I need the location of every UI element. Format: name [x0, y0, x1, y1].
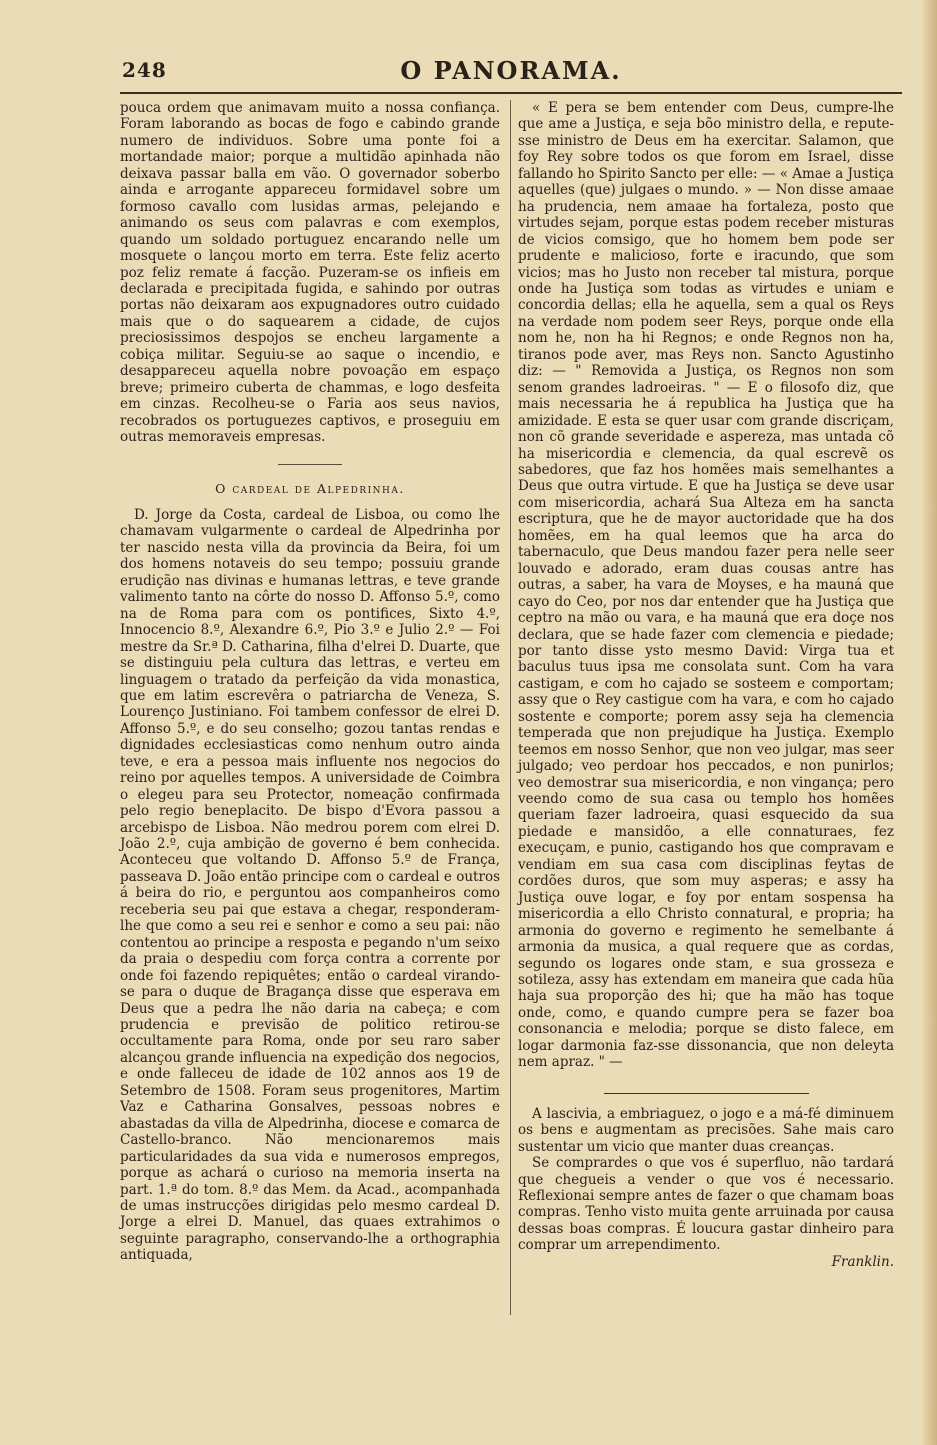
page-header	[120, 52, 902, 88]
page-edge	[923, 0, 937, 1445]
left-column	[120, 100, 500, 1264]
maxim-paragraph-1: A lascivia, a embriaguez, o jogo e a má-fé diminuem os bens e augmentam as precisões. Sahe mais caro sustentar um vicio que manter duas creanças.	[518, 1105, 894, 1155]
short-separator	[278, 464, 342, 465]
maxim-paragraph-2: Se comprardes o que vos é superfluo, não tardará que chegueis a vender o que vos é necessario. Reflexionai sempre antes de fazer o que chamam boas compras. Tenho visto muita gente arruinada por causa dessas boas compras. É loucura gastar dinheiro para comprar um arrependimento.	[518, 1155, 894, 1254]
page-number: 248	[122, 58, 167, 82]
article-continuation-paragraph: pouca ordem que animavam muito a nossa confiança. Foram laborando as bocas de fogo e cabindo grande numero de individuos. Sobre uma ponte foi a mortandade maior; porque a multidão apinhada não deixava passar balla em vão. O governador soberbo ainda e arrogante appareceu formidavel sobre um formoso cavallo com lusidas armas, pelejando e animando os seus com palavras e com exemplos, quando um soldado portuguez encarando nelle um mosquete o lançou morto em terra. Este feliz acerto poz feliz remate á facção. Puzeram-se os infieis em declarada e precipitada fugida, e sahindo por outras portas não deixaram aos expugnadores outro cuidado mais que o do saquearem a cidade, de cujos preciosissimos despojos se encheu largamente a cobiça militar. Seguiu-se ao saque o incendio, e desappareceu aquella nobre povoação em espaço breve; primeiro cuberta de chammas, e logo desfeita em cinzas. Recolheu-se o Faria aos seus navios, recobrados os portuguezes captivos, e proseguiu em outras memoraveis empresas.	[120, 100, 500, 446]
section-separator	[604, 1093, 809, 1094]
column-divider	[510, 100, 511, 1315]
header-rule	[120, 92, 902, 94]
section-title: O cardeal de Alpedrinha.	[215, 480, 405, 496]
quote-paragraph: « E pera se bem entender com Deus, cumpre-lhe que ame a Justiça, e seja bõo ministro della, e repute-sse ministro de Deus em ha exercitar. Salamon, que foy Rey sobre todos os que forom em Israel, disse fallando ho Spirito Sancto per elle: — « Amae a Justiça aquelles (que) julgaes o mundo. » — Non disse amaae ha prudencia, nem amaae ha fortaleza, posto que virtudes sejam, porque estas podem receber misturas de vicios comsigo, que ho homem bem pode ser prudente e malicioso, forte e iracundo, que som vicios; mas ho Justo non receber tal mistura, porque onde ha Justiça som todas as virtudes e uniam e concordia dellas; ella he aquella, sem a qual os Reys na verdade nom podem seer Reys, porque onde ella nom he, non ha hi Regnos; e onde Regnos non ha, tiranos pode aver, mas Reys non. Sancto Agustinho diz: — " Removida a Justiça, os Regnos non som senom grandes ladroeiras. " — E o filosofo diz, que mais necessaria he á republica ha Justiça que ha amizidade. E esta se quer usar com grande discriçam, non cõ grande severidade e aspereza, mas untada cõ ha misericordia e clemencia, da qual escrevẽ os sabedores, que faz hos homẽes mais semelhantes a Deus que outra virtude. E que ha Justiça se deve usar com misericordia, achará Sua Alteza em ha sancta escriptura, que he de mayor auctoridade que ha dos homẽes, em ha qual leemos que ha arca do tabernaculo, que Deus mandou fazer pera nelle seer louvado e adorado, eram duas cousas antre has outras, a saber, ha vara de Moyses, e ha mauná que cayo do Ceo, por nos dar entender que ha Justiça que ceptro na mão ou vara, e ha mauná que era doçe nos declara, que se hade fazer com clemencia e piedade; por tanto disse ysto mesmo David: Virga tua et baculus tuus ipsa me consolata sunt. Com ha vara castigam, e com ho cajado se sosteem e comportam; assy que o Rey castigue com ha vara, e com ho cajado sostente e comporte; porem assy seja ha clemencia temperada que non prejudique ha Justiça. Exemplo teemos em nosso Senhor, que non veo julgar, mas seer julgado; veo perdoar hos peccados, e non punirlos; veo demostrar sua misericordia, e non vingança; pero veendo como de sua casa ou templo hos homẽes queriam fazer ladroeira, quasi esquecido da sua piedade e mansidõo, a elle connaturaes, fez execuçam, e punio, castigando hos que compravam e vendiam em sua casa com disciplinas feytas de cordões duros, que som muy asperas; e assy ha Justiça ouve logar, e foy por entam sospensa ha misericordia a ello Christo connatural, e propria; ha armonia do governo e regimento he semelbante á armonia da musica, a qual requere que as cordas, segundo os logares onde stam, e sua grosseza e sotileza, assy has extendam em maneira que cada hũa haja sua proporção des hi; que ha mão has toque onde, como, e quando cumpre pera se fazer boa consonancia e melodia; porque se disto falece, em logar darmonia faz-sse dissonancia, que non deleyta nem apraz. " —	[518, 100, 894, 1071]
running-title: O PANORAMA.	[400, 56, 622, 85]
cardeal-paragraph: D. Jorge da Costa, cardeal de Lisboa, ou como lhe chamavam vulgarmente o cardeal de Alpedrinha por ter nascido nesta villa da provincia da Beira, foi um dos homens notaveis do seu tempo; possuiu grande erudição nas divinas e humanas lettras, e teve grande valimento tanto na côrte do nosso D. Affonso 5.º, como na de Roma para com os pontifices, Sixto 4.º, Innocencio 8.º, Alexandre 6.º, Pio 3.º e Julio 2.º — Foi mestre da Sr.ª D. Catharina, filha d'elrei D. Duarte, que se distinguiu pela cultura das lettras, e verteu em linguagem o tratado da perfeição da vida monastica, que em latim escrevêra o patriarcha de Veneza, S. Lourenço Justiniano. Foi tambem confessor de elrei D. Affonso 5.º, e do seu conselho; gozou tantas rendas e dignidades ecclesiasticas como nenhum outro ainda teve, e era a pessoa mais influente nos negocios do reino por aquelles tempos. A universidade de Coimbra o elegeu para seu Protector, nomeação confirmada pelo regio beneplacito. De bispo d'Evora passou a arcebispo de Lisboa. Não medrou porem com elrei D. João 2.º, cuja ambição de governo é bem conhecida. Aconteceu que voltando D. Affonso 5.º de França, passeava D. João então principe com o cardeal e outros á beira do rio, e perguntou aos companheiros como receberia seu pai que estava a chegar, responderam-lhe que como a seu rei e senhor e como a seu pai: não contentou ao principe a resposta e pegando n'um seixo da praia o despediu com força contra a corrente por onde foi fazendo repiquêtes; então o cardeal virando-se para o duque de Bragança disse que esperava em Deus que a pedra lhe não daria na cabeça; e com prudencia e previsão de politico retirou-se occultamente para Roma, onde por seu raro saber alcançou grande influencia na expedição dos negocios, e onde falleceu de idade de 102 annos aos 19 de Setembro de 1508. Foram seus progenitores, Martim Vaz e Catharina Gonsalves, pessoas nobres e abastadas da villa de Alpedrinha, diocese e comarca de Castello-branco. Não mencionaremos mais particularidades da sua vida e numerosos empregos, porque as achará o curioso na memoria inserta na part. 1.ª do tom. 8.º das Mem. da Acad., acompanhada de umas instrucções dirigidas pelo mesmo cardeal D. Jorge a elrei D. Manuel, das quaes extrahimos o seguinte paragrapho, conservando-lhe a orthographia antiquada,	[120, 506, 500, 1264]
signature: Franklin.	[831, 1253, 894, 1270]
right-column	[518, 100, 894, 1270]
